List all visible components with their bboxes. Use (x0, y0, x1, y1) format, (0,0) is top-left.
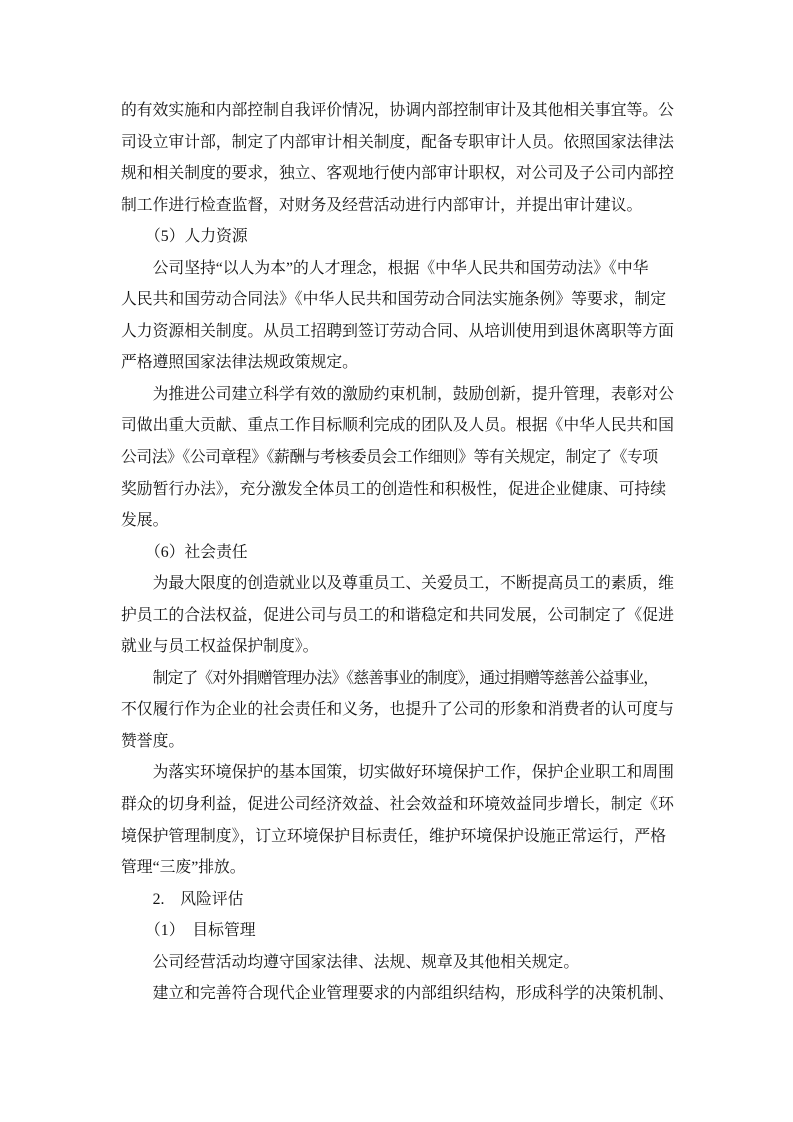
text-line: 赞誉度。 (121, 732, 185, 750)
document-text (121, 95, 681, 1010)
text-line: 规和相关制度的要求，独立、客观地行使内部审计职权，对公司及子公司内部控 (121, 165, 674, 183)
text-line: 制定了《对外捐赠管理办法》《慈善事业的制度》，通过捐赠等慈善公益事业， (152, 669, 659, 687)
text-line: 2. 风险评估 (152, 890, 244, 908)
text-line: 制工作进行检查监督，对财务及经营活动进行内部审计，并提出审计建议。 (121, 196, 643, 214)
text-line: 为推进公司建立科学有效的激励约束机制，鼓励创新，提升管理，表彰对公 (152, 385, 674, 403)
text-line: 严格遵照国家法律法规政策规定。 (121, 354, 358, 372)
text-line: 司设立审计部，制定了内部审计相关制度，配备专职审计人员。依照国家法律法 (121, 133, 674, 151)
text-line: 公司坚持“以人为本”的人才理念，根据《中华人民共和国劳动法》《中华 (152, 259, 649, 277)
text-line: 就业与员工权益保护制度》。 (121, 638, 319, 656)
text-line: 公司法》《公司章程》《薪酬与考核委员会工作细则》等有关规定，制定了《专项 (121, 449, 658, 467)
text-line: 人民共和国劳动合同法》《中华人民共和国劳动合同法实施条例》等要求，制定 (121, 291, 666, 309)
text-line: 的有效实施和内部控制自我评价情况，协调内部控制审计及其他相关事宜等。公 (121, 102, 674, 119)
text-line: （6）社会责任 (145, 543, 248, 561)
text-line: 管理“三废”排放。 (121, 859, 246, 877)
text-line: （1） 目标管理 (145, 922, 256, 940)
text-line: （5）人力资源 (145, 228, 248, 246)
text-line: 奖励暂行办法》，充分激发全体员工的创造性和积极性，促进企业健康、可持续 (121, 480, 666, 498)
text-line: 人力资源相关制度。从员工招聘到签订劳动合同、从培训使用到退休离职等方面 (121, 322, 674, 340)
text-line: 为最大限度的创造就业以及尊重员工、关爱员工，不断提高员工的素质，维 (152, 575, 674, 593)
text-line: 建立和完善符合现代企业管理要求的内部组织结构，形成科学的决策机制、 (152, 985, 674, 1003)
text-line: 为落实环境保护的基本国策，切实做好环境保护工作，保护企业职工和周围 (152, 764, 674, 782)
text-line: 不仅履行作为企业的社会责任和义务，也提升了公司的形象和消费者的认可度与 (121, 701, 674, 719)
text-line: 群众的切身利益，促进公司经济效益、社会效益和环境效益同步增长，制定《环 (121, 796, 674, 814)
text-line: 公司经营活动均遵守国家法律、法规、规章及其他相关规定。 (152, 953, 580, 971)
text-line: 发展。 (121, 512, 169, 530)
text-line: 护员工的合法权益，促进公司与员工的和谐稳定和共同发展，公司制定了《促进 (121, 606, 674, 624)
text-line: 司做出重大贡献、重点工作目标顺利完成的团队及人员。根据《中华人民共和国 (121, 417, 674, 435)
text-line: 境保护管理制度》，订立环境保护目标责任，维护环境保护设施正常运行，严格 (121, 827, 666, 845)
